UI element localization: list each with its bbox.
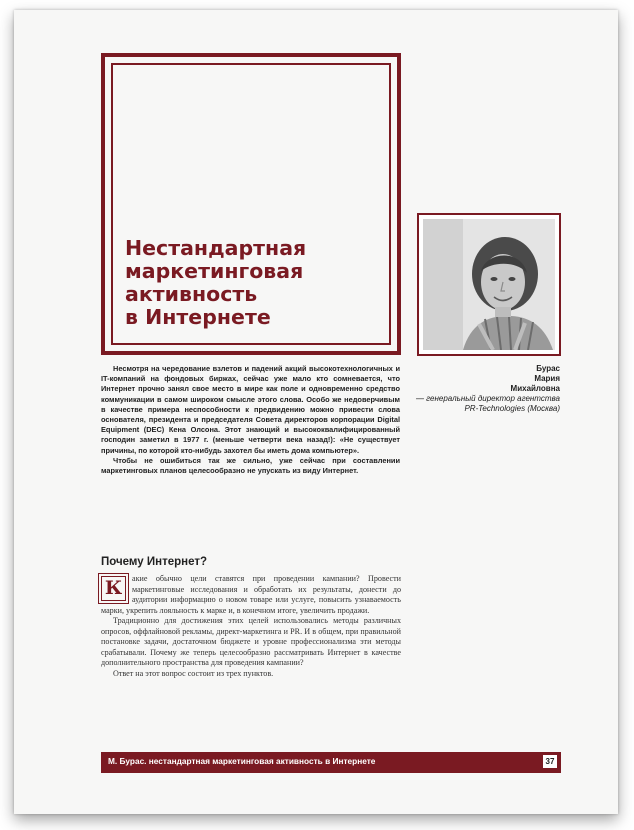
lead-paragraph-2: Чтобы не ошибиться так же сильно, уже сейчас при составлении маркетинговых планов целесообразно не упускать из виду Интернет. bbox=[101, 455, 400, 476]
body-paragraph-3: Ответ на этот вопрос состоит из трех пунктов. bbox=[113, 668, 274, 678]
section-heading: Почему Интернет? bbox=[101, 556, 207, 568]
author-photo-frame bbox=[417, 213, 561, 356]
title-line-2: маркетинговая bbox=[125, 259, 304, 283]
title-frame bbox=[101, 53, 401, 355]
first-paragraph bbox=[101, 574, 401, 616]
drop-cap: К bbox=[101, 576, 126, 601]
author-surname: Бурас bbox=[536, 364, 560, 373]
author-patronymic: Михайловна bbox=[510, 384, 560, 393]
author-photo bbox=[423, 219, 555, 350]
author-role: — генеральный директор агентства PR-Technologies (Москва) bbox=[415, 394, 560, 413]
body-text bbox=[101, 574, 401, 679]
author-info bbox=[402, 364, 560, 414]
title-line-1: Нестандартная bbox=[125, 236, 307, 260]
running-title: М. Бурас. нестандартная маркетинговая активность в Интернете bbox=[108, 756, 376, 766]
page-number: 37 bbox=[542, 754, 558, 769]
title-line-4: в Интернете bbox=[125, 305, 271, 329]
lead-text bbox=[101, 364, 400, 476]
title-line-3: активность bbox=[125, 282, 258, 306]
article-title bbox=[125, 237, 385, 329]
author-first-name: Мария bbox=[534, 374, 560, 383]
page bbox=[14, 10, 618, 814]
lead-paragraph-1: Несмотря на чередование взлетов и падений акций высокотехнологичных и IT-компаний на фондовых биржах, сейчас уже мало кто сомневается, что Интернет прочно занял свое место в мире как поле и одновременно средство коммуникации в самом широком смысле этого слова. Особо же недоверчивым в качестве примера неспособности к предвидению можно привести слова основателя, президента и председателя Совета директоров корпорации Digital Equipment (DEC) Кена Олсона. Этот знающий и высококвалифицированный господин заметил в 1977 г. (меньше четверти века назад!): «Не существует причины, по которой кто-нибудь захотел бы иметь дома компьютер». bbox=[101, 364, 400, 455]
first-paragraph-text: акие обычно цели ставятся при проведении кампании? Провести маркетинговые исследования и обработать их результаты, донести до аудитории информацию о новом товаре или услуге, повысить узнаваемость марки, укрепить лояльность к марке и, в конечном итоге, увеличить продажи. bbox=[101, 574, 401, 615]
body-paragraph-2: Традиционно для достижения этих целей использовались методы различных опросов, оффлайновой рекламы, директ-маркетинга и PR. И в общем, при правильной постановке задачи, достаточном бюджете и уровне профессионализма эти методы срабатывали. Почему же теперь целесообразно рассматривать Интернет в качестве дополнительного пространства для проведения кампании? bbox=[101, 616, 401, 667]
footer-bar bbox=[101, 752, 561, 773]
